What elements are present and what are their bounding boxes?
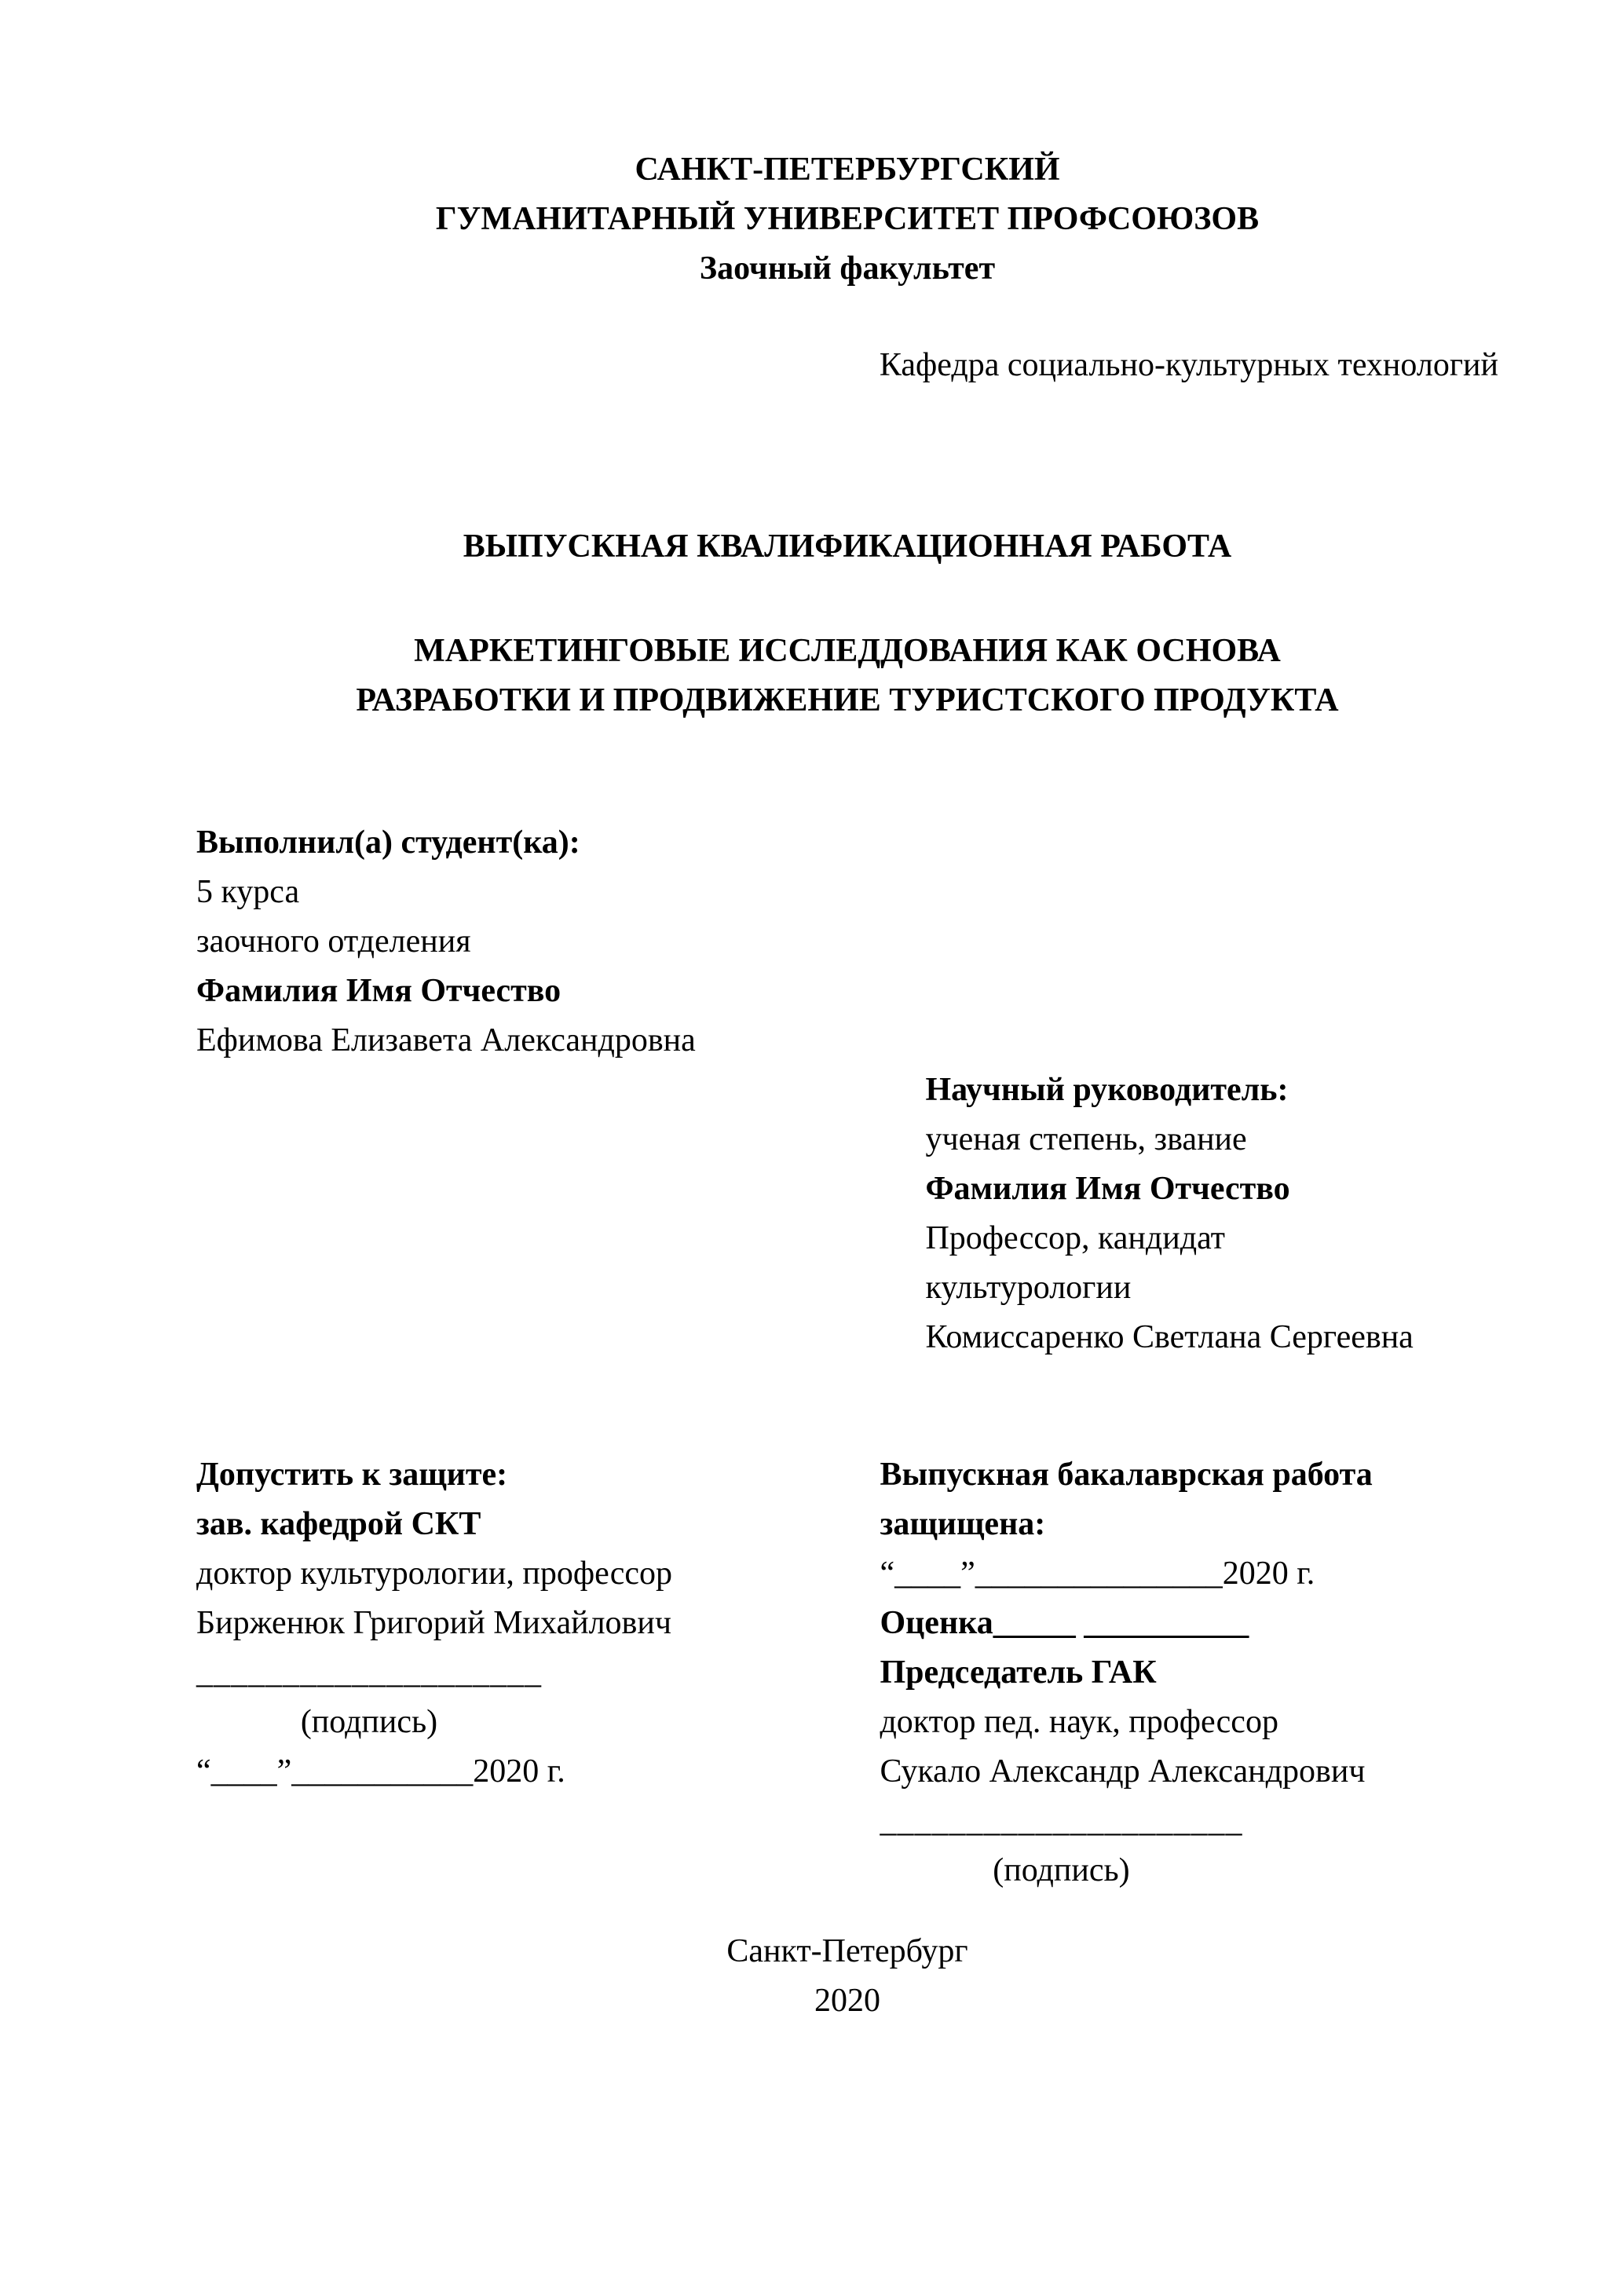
- student-name-label: Фамилия Имя Отчество: [196, 973, 561, 1009]
- defense-chairman-label: Председатель ГАК: [880, 1654, 1157, 1691]
- approval-signature-area: [196, 1648, 542, 1747]
- supervisor-degree-hint: ученая степень, звание: [925, 1121, 1247, 1157]
- approval-signature-caption: (подпись): [300, 1704, 438, 1740]
- student-block: [196, 818, 1498, 1066]
- footer: [196, 1927, 1498, 2026]
- approval-title: Допустить к защите:: [196, 1457, 508, 1493]
- defense-date-line: “____”_______________2020 г.: [880, 1556, 1315, 1592]
- supervisor-degree-line1: Профессор, кандидат: [925, 1220, 1225, 1256]
- approval-head-degree: доктор культурологии, профессор: [196, 1556, 673, 1592]
- thesis-title-line2: РАЗРАБОТКИ И ПРОДВИЖЕНИЕ ТУРИСТСКОГО ПРОДУКТА: [356, 682, 1339, 718]
- university-header: [196, 145, 1498, 294]
- supervisor-name: Комиссаренко Светлана Сергеевна: [925, 1319, 1414, 1355]
- work-type-title: ВЫПУСКНАЯ КВАЛИФИКАЦИОННАЯ РАБОТА: [463, 528, 1232, 565]
- footer-year: 2020: [814, 1983, 880, 2019]
- student-name: Ефимова Елизавета Александровна: [196, 1022, 696, 1058]
- student-study-form: заочного отделения: [196, 923, 471, 960]
- approval-signature-line: ____________________: [196, 1654, 542, 1691]
- defense-title-line2: защищена:: [880, 1506, 1046, 1542]
- defense-signature-caption: (подпись): [993, 1852, 1130, 1888]
- student-label: Выполнил(а) студент(ка):: [196, 824, 580, 861]
- approval-head-position: зав. кафедрой СКТ: [196, 1506, 481, 1542]
- approval-column: [196, 1450, 880, 1896]
- approval-head-name: Бирженюк Григорий Михайлович: [196, 1605, 671, 1641]
- approval-date-line: “____”___________2020 г.: [196, 1753, 565, 1790]
- thesis-title: [196, 627, 1498, 726]
- department-name: Кафедра социально-культурных технологий: [879, 347, 1498, 383]
- supervisor-degree-line2: культурологии: [925, 1270, 1132, 1306]
- footer-city: Санкт-Петербург: [726, 1933, 968, 1969]
- defense-chairman-degree: доктор пед. наук, профессор: [880, 1704, 1278, 1740]
- faculty-name: Заочный факультет: [699, 250, 996, 287]
- thesis-title-line1: МАРКЕТИНГОВЫЕ ИССЛЕДДОВАНИЯ КАК ОСНОВА: [414, 633, 1281, 669]
- supervisor-name-label: Фамилия Имя Отчество: [925, 1171, 1290, 1207]
- defense-column: [880, 1450, 1498, 1896]
- supervisor-label: Научный руководитель:: [925, 1072, 1289, 1108]
- defense-grade-line: Оценка_____ __________: [880, 1605, 1249, 1641]
- defense-signature-line: _____________________: [880, 1803, 1243, 1839]
- university-name-line1: САНКТ-ПЕТЕРБУРГСКИЙ: [635, 152, 1060, 188]
- defense-chairman-name: Сукало Александр Александрович: [880, 1753, 1366, 1790]
- university-name-line2: ГУМАНИТАРНЫЙ УНИВЕРСИТЕТ ПРОФСОЮЗОВ: [435, 201, 1260, 237]
- defense-title-line1: Выпускная бакалаврская работа: [880, 1457, 1373, 1493]
- defense-signature-area: [880, 1797, 1242, 1896]
- signature-section: [196, 1450, 1498, 1896]
- supervisor-block: [925, 1066, 1498, 1362]
- student-course: 5 курса: [196, 874, 300, 910]
